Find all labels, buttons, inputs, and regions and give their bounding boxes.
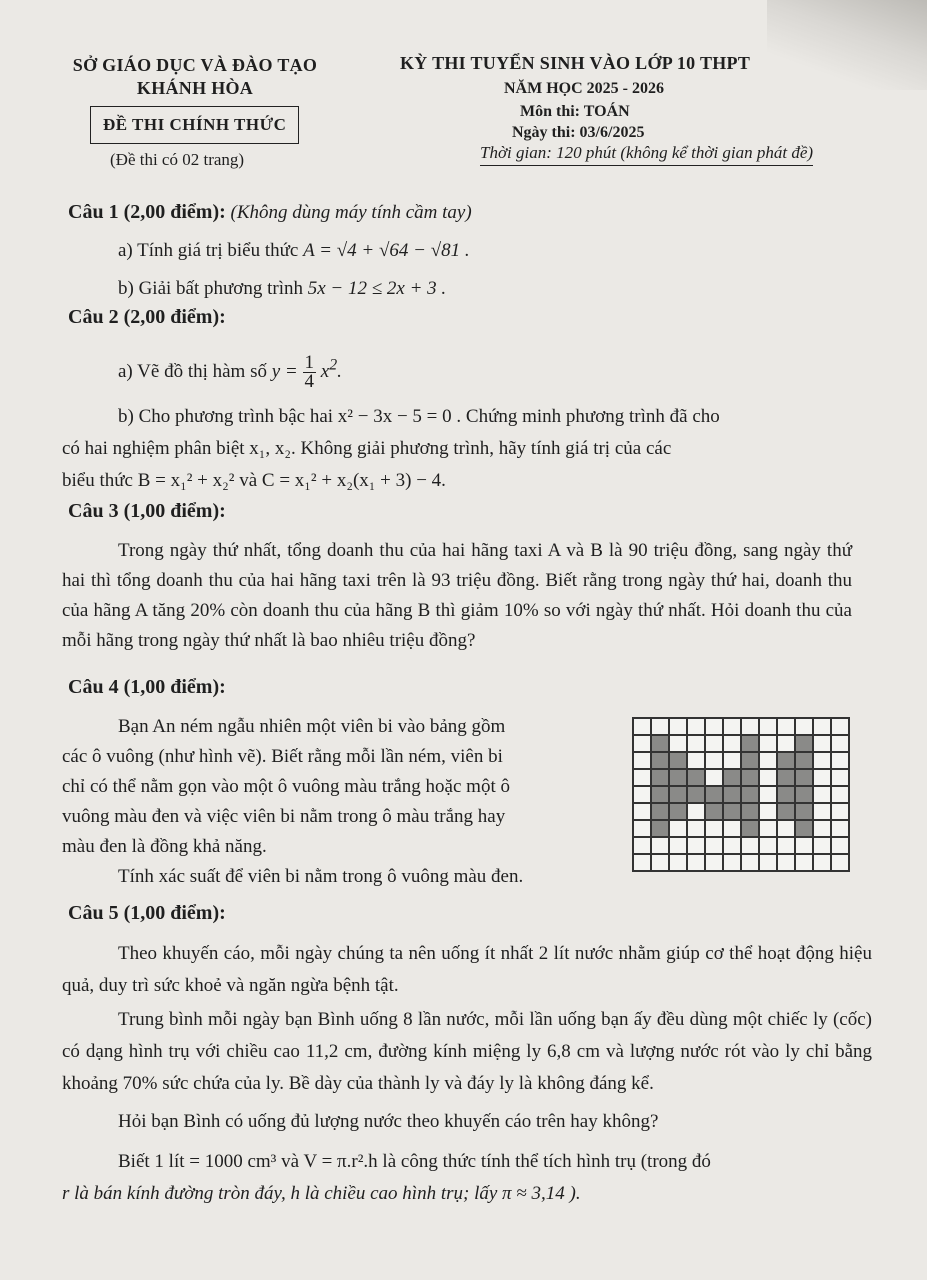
board-cell-dark — [741, 769, 759, 786]
board-cell-dark — [687, 786, 705, 803]
q3-text: Trong ngày thứ nhất, tổng doanh thu của hai hãng taxi A và B là 90 triệu đồng, sang ngày thứ hai thì tổng doanh thu của hai hãng taxi trên là 93 triệu đồng. Biết rằng trong ngày thứ hai, doanh thu của hãng A tăng 20% còn doanh thu của hãng B thì giảm 10% so với ngày thứ nhất. Hỏi doanh thu của mỗi hãng trong ngày thứ nhất là bao nhiêu triệu đồng? — [62, 540, 852, 651]
board-cell-white — [633, 752, 651, 769]
board-cell-white — [669, 837, 687, 854]
board-cell-dark — [795, 735, 813, 752]
board-cell-white — [651, 837, 669, 854]
board-cell-dark — [669, 769, 687, 786]
board-cell-white — [741, 718, 759, 735]
board-cell-white — [723, 735, 741, 752]
q1-part-a — [118, 239, 470, 263]
q4-line4: vuông màu đen và việc viên bi nằm trong ô màu trắng hay — [62, 806, 506, 827]
q1-title: Câu 1 (2,00 điểm): — [68, 201, 226, 223]
q5-p1: Theo khuyến cáo, mỗi ngày chúng ta nên uống ít nhất 2 lít nước nhằm giúp cơ thể hoạt động hiệu quả, duy trì sức khoẻ và ngăn ngừa bệnh tật. — [62, 943, 872, 996]
q4-line3: chỉ có thể nằm gọn vào một ô vuông màu trắng hoặc một ô — [62, 776, 510, 797]
q4-board — [632, 717, 850, 872]
board-cell-dark — [651, 803, 669, 820]
board-cell-white — [669, 718, 687, 735]
board-cell-white — [723, 854, 741, 871]
board-cell-white — [777, 718, 795, 735]
q2-part-b — [62, 401, 852, 497]
q5-text — [62, 938, 872, 1210]
q5-p2: Trung bình mỗi ngày bạn Bình uống 8 lần nước, mỗi lần uống bạn ấy đều dùng một chiếc ly (cốc) có dạng hình trụ với chiều cao 11,2 cm, đường kính miệng ly 6,8 cm và lượng nước rót vào ly chỉ bằng khoảng 70% sức chứa của ly. Bề dày của thành ly và đáy ly là không đáng kể. — [62, 1009, 872, 1094]
board-cell-white — [705, 854, 723, 871]
board-cell-dark — [669, 803, 687, 820]
board-cell-white — [687, 735, 705, 752]
board-cell-white — [777, 837, 795, 854]
board-cell-white — [741, 837, 759, 854]
board-cell-dark — [795, 769, 813, 786]
board-cell-white — [705, 735, 723, 752]
board-cell-dark — [669, 786, 687, 803]
board-cell-white — [759, 769, 777, 786]
board-cell-white — [669, 820, 687, 837]
board-cell-dark — [777, 786, 795, 803]
board-cell-dark — [777, 803, 795, 820]
q1-a-text: a) Tính giá trị biểu thức — [118, 240, 299, 261]
board-cell-white — [795, 718, 813, 735]
board-cell-white — [777, 854, 795, 871]
board-cell-white — [813, 837, 831, 854]
q1-b-expr: 5x − 12 ≤ 2x + 3 . — [307, 278, 447, 299]
board-cell-white — [687, 752, 705, 769]
board-cell-white — [813, 735, 831, 752]
subject: Môn thi: TOÁN — [520, 103, 630, 120]
q1-note: (Không dùng máy tính cầm tay) — [230, 202, 472, 223]
board-cell-white — [687, 820, 705, 837]
board-cell-dark — [741, 803, 759, 820]
board-cell-white — [687, 803, 705, 820]
board-cell-white — [759, 854, 777, 871]
fraction-one-quarter: $\frac{1}{4}$ — [304, 352, 315, 392]
q1-b-text: b) Giải bất phương trình — [118, 278, 303, 299]
board-cell-dark — [777, 752, 795, 769]
board-cell-white — [633, 820, 651, 837]
department-line1: SỞ GIÁO DỤC VÀ ĐÀO TẠO — [72, 55, 318, 75]
board-cell-white — [669, 854, 687, 871]
board-cell-white — [759, 735, 777, 752]
board-cell-dark — [651, 735, 669, 752]
department-name — [45, 55, 345, 99]
board-cell-white — [813, 820, 831, 837]
board-cell-white — [759, 820, 777, 837]
q1-a-expr: A = √4 + √64 − √81 . — [303, 240, 470, 261]
board-cell-white — [633, 769, 651, 786]
board-cell-white — [633, 837, 651, 854]
board-cell-white — [831, 820, 849, 837]
board-cell-white — [759, 786, 777, 803]
q5-p4-line2: r là bán kính đường tròn đáy, h là chiều cao hình trụ; lấy π ≈ 3,14 ). — [62, 1183, 581, 1204]
board-cell-white — [651, 718, 669, 735]
board-cell-white — [687, 837, 705, 854]
board-cell-white — [723, 837, 741, 854]
board-cell-white — [669, 735, 687, 752]
official-label: ĐỀ THI CHÍNH THỨC — [103, 115, 287, 134]
board-cell-white — [741, 854, 759, 871]
board-cell-dark — [795, 803, 813, 820]
board-cell-white — [813, 752, 831, 769]
official-exam-box — [90, 106, 299, 144]
board-cell-white — [777, 820, 795, 837]
pages-note: (Đề thi có 02 trang) — [110, 150, 245, 169]
q2-b-line3: biểu thức B = x₁² + x₂² và C = x₁² + x₂(x₁ + 3) − 4. — [62, 470, 446, 491]
board-cell-dark — [795, 786, 813, 803]
board-cell-white — [705, 718, 723, 735]
department-line2: KHÁNH HÒA — [136, 78, 254, 98]
school-year: NĂM HỌC 2025 - 2026 — [504, 80, 664, 97]
q3-title: Câu 3 (1,00 điểm): — [68, 500, 226, 522]
board-cell-dark — [741, 752, 759, 769]
board-cell-white — [831, 769, 849, 786]
board-cell-white — [831, 786, 849, 803]
board-cell-white — [633, 735, 651, 752]
board-cell-white — [705, 752, 723, 769]
q5-title: Câu 5 (1,00 điểm): — [68, 902, 226, 924]
board-cell-dark — [687, 769, 705, 786]
board-cell-dark — [741, 820, 759, 837]
board-cell-white — [813, 786, 831, 803]
board-cell-white — [813, 803, 831, 820]
board-cell-white — [705, 769, 723, 786]
board-cell-dark — [651, 752, 669, 769]
board-cell-white — [723, 820, 741, 837]
q2-a-text: a) Vẽ đồ thị hàm số — [118, 360, 267, 382]
board-cell-dark — [723, 786, 741, 803]
q4-text — [62, 712, 612, 892]
board-cell-white — [651, 854, 669, 871]
q1-heading — [68, 201, 472, 224]
board-cell-white — [831, 837, 849, 854]
board-cell-dark — [651, 786, 669, 803]
board-cell-white — [687, 854, 705, 871]
board-cell-dark — [669, 752, 687, 769]
board-cell-white — [831, 803, 849, 820]
photo-corner-shadow — [767, 0, 927, 90]
board-cell-white — [813, 769, 831, 786]
board-cell-white — [831, 854, 849, 871]
q2-title: Câu 2 (2,00 điểm): — [68, 306, 226, 328]
board-cell-white — [705, 837, 723, 854]
q1-part-b — [118, 277, 446, 301]
exam-title: KỲ THI TUYỂN SINH VÀO LỚP 10 THPT — [400, 53, 751, 73]
board-cell-white — [723, 718, 741, 735]
board-cell-white — [759, 803, 777, 820]
board-cell-white — [777, 735, 795, 752]
board-cell-white — [813, 718, 831, 735]
board-cell-white — [633, 803, 651, 820]
board-cell-dark — [795, 820, 813, 837]
board-cell-dark — [741, 735, 759, 752]
q4-title: Câu 4 (1,00 điểm): — [68, 676, 226, 698]
board-cell-dark — [651, 769, 669, 786]
q4-line6: Tính xác suất để viên bi nằm trong ô vuông màu đen. — [118, 866, 524, 887]
q4-line1: Bạn An ném ngẫu nhiên một viên bi vào bảng gồm — [118, 716, 506, 737]
q2-b-line1: b) Cho phương trình bậc hai x² − 3x − 5 = 0 . Chứng minh phương trình đã cho — [118, 406, 720, 427]
board-cell-dark — [795, 752, 813, 769]
board-cell-dark — [705, 803, 723, 820]
board-cell-white — [795, 837, 813, 854]
board-cell-white — [759, 718, 777, 735]
q4-line5: màu đen là đồng khả năng. — [62, 836, 267, 857]
board-cell-dark — [723, 803, 741, 820]
board-cell-dark — [651, 820, 669, 837]
board-cell-dark — [777, 769, 795, 786]
board-cell-white — [795, 854, 813, 871]
exam-date: Ngày thi: 03/6/2025 — [512, 124, 645, 141]
q5-p4-line1: Biết 1 lít = 1000 cm³ và V = π.r².h là công thức tính thể tích hình trụ (trong đó — [118, 1151, 711, 1172]
board-cell-white — [633, 718, 651, 735]
board-cell-white — [633, 786, 651, 803]
board-cell-white — [813, 854, 831, 871]
board-cell-white — [633, 854, 651, 871]
board-cell-white — [705, 820, 723, 837]
board-cell-dark — [705, 786, 723, 803]
q4-line2: các ô vuông (như hình vẽ). Biết rằng mỗi lần ném, viên bi — [62, 746, 503, 767]
board-cell-white — [759, 752, 777, 769]
board-cell-white — [687, 718, 705, 735]
board-cell-white — [831, 718, 849, 735]
board-cell-dark — [741, 786, 759, 803]
q2-a-function: y = $\frac{1}{4}$ $x^2$. — [271, 352, 342, 392]
board-cell-white — [723, 752, 741, 769]
board-cell-white — [759, 837, 777, 854]
exam-duration: Thời gian: 120 phút (không kể thời gian phát đề) — [480, 143, 813, 166]
q2-part-a — [118, 354, 342, 391]
q5-p3: Hỏi bạn Bình có uống đủ lượng nước theo khuyến cáo trên hay không? — [118, 1111, 659, 1132]
board-cell-dark — [723, 769, 741, 786]
board-cell-white — [831, 735, 849, 752]
q2-b-line2: có hai nghiệm phân biệt x₁, x₂. Không giải phương trình, hãy tính giá trị của các — [62, 438, 672, 459]
board-cell-white — [831, 752, 849, 769]
